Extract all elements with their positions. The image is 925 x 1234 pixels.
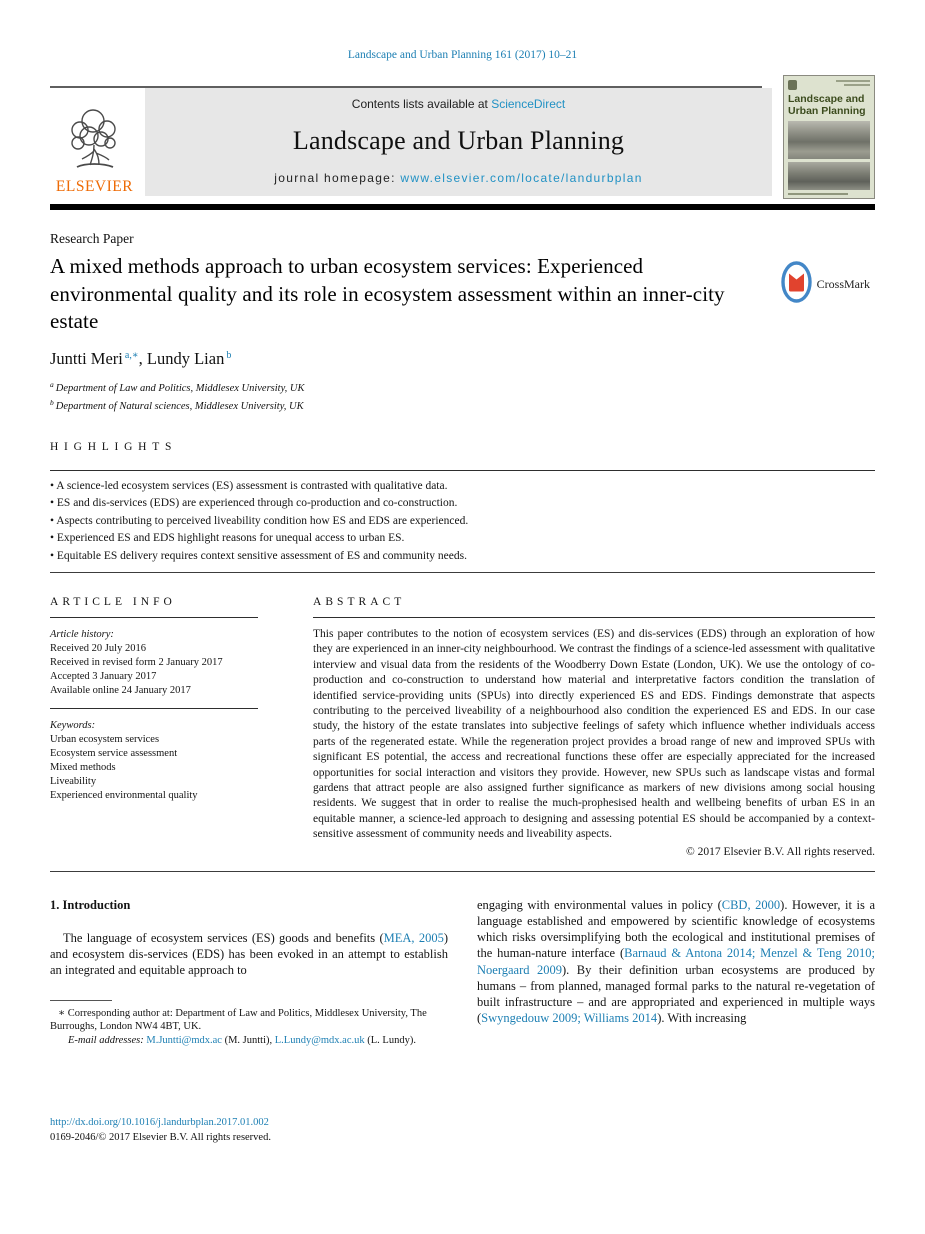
keywords-divider-rule (50, 708, 258, 709)
crossmark-label: CrossMark (816, 277, 870, 291)
keyword-item: Ecosystem service assessment (50, 748, 178, 759)
citation-link[interactable]: CBD, 2000 (721, 897, 781, 912)
paper-title: A mixed methods approach to urban ecosystem services: Experienced environmental quality and its role in ecosystem assessment within an inner-city estate (50, 254, 725, 333)
text-segment: a (50, 379, 54, 389)
contents-list-line (155, 97, 762, 111)
article-history-list (50, 642, 258, 698)
cover-caption-bar (788, 193, 848, 195)
running-head-citation: Landscape and Urban Planning 161 (2017) 10–21 (347, 49, 578, 61)
hl-item: • Experienced ES and EDS highlight reasons for unequal access to urban ES. (50, 530, 875, 548)
abstract-bottom-rule (50, 871, 875, 872)
text-segment: The language of ecosystem services (ES) goods and benefits ( (63, 930, 384, 945)
text-segment: ) and ecosystem dis-services (EDS) has been evoked in an attempt to establish an integrated and equitable approach to (50, 930, 448, 978)
abstract-heading-rule (313, 617, 875, 618)
abstract-column (313, 596, 875, 858)
affiliation-a (50, 378, 875, 396)
keywords-list (50, 733, 258, 803)
history-item: Received in revised form 2 January 2017 (50, 657, 223, 668)
citation-link[interactable]: MEA, 2005 (383, 930, 444, 945)
elsevier-logo[interactable] (50, 88, 145, 196)
info-abstract-section (50, 596, 875, 858)
intro-paragraph-left (50, 930, 448, 979)
keywords-label: Keywords: (50, 720, 96, 731)
cover-journal-title: Landscape and Urban Planning (788, 93, 866, 117)
hl-item: • ES and dis-services (EDS) are experienced through co-production and co-construction. (50, 495, 875, 513)
text-segment: Department of Natural sciences, Middlesex University, UK (55, 400, 304, 412)
author-affiliation-sup[interactable]: b (226, 349, 232, 361)
crossmark-icon (781, 261, 812, 308)
doi-link[interactable]: http://dx.doi.org/10.1016/j.landurbplan.2017.01.002 (50, 1117, 269, 1128)
article-info-heading: ARTICLE INFO (50, 596, 176, 608)
history-item: Available online 24 January 2017 (50, 685, 191, 696)
text-segment: journal homepage: (274, 171, 401, 185)
cover-elsevier-mini-icon (788, 80, 797, 90)
info-top-rule (50, 572, 875, 573)
journal-homepage-link[interactable]: www.elsevier.com/locate/landurbplan (400, 171, 643, 185)
text-segment: (L. Lundy). (364, 1035, 416, 1047)
page-footer (50, 1116, 271, 1145)
article-history-label: Article history: (50, 629, 114, 640)
history-item: Accepted 3 January 2017 (50, 671, 157, 682)
highlights-list (50, 478, 875, 566)
text-segment: b (50, 397, 54, 407)
abstract-text: This paper contributes to the notion of ecosystem services (ES) and dis-services (EDS) through an exploration of how they are experienced in an inner-city neighbourhood. We contrast the findings of a science-led assessment with qualitative interview and visual data from the residents of the Woodberry Down Estate (London, UK). We use the ontology of co-production and co-construction to understand how material and interpretative factors condition the translation of identified service-providing units (SPUs) into directly experienced ES and EDS. Findings demonstrate that aspects contributing to the perceived liveability of a neighbourhood also condition the experienced ES and EDS. In our case study, the history of the estate translates into subjective feelings of safety which influence whether individuals access parts of the regenerated estate. While the regeneration project provides a broad range of new and improved SPUs with significant ES potential, the access and recreational functions these offer are especially appreciated for the increased opportunities for social interaction and visitors they provide. However, new SPUs such as landscape vistas and formal gardens that attract people are also assigned further significance as markers of new divisions among social housing residents. We suggest that in order to realise the much-prophesised health and wellbeing benefits of urban ES in an equitable manner, a science-led approach to designing and assessing potential ES should be accompanied by a context-sensitive assessment of community needs and liveability aspects. (313, 628, 875, 841)
body-left-column (50, 897, 448, 1048)
text-segment: Lundy Lian (146, 348, 225, 368)
abstract-heading: ABSTRACT (313, 596, 406, 608)
text-segment: E-mail addresses: (68, 1035, 147, 1047)
article-info-heading-rule (50, 617, 258, 618)
footnote-block (50, 1000, 448, 1048)
journal-cover-thumbnail[interactable] (783, 75, 875, 199)
cover-top-row (788, 80, 870, 90)
text-segment: Department of Law and Politics, Middlesex University, UK (55, 382, 305, 394)
journal-header (50, 88, 875, 196)
text-segment: engaging with environmental values in policy ( (477, 897, 722, 912)
corresponding-author-note: ∗ Corresponding author at: Department of Law and Politics, Middlesex University, The Burroughs, London NW4 4BT, UK. (50, 1007, 427, 1033)
text-segment: , (138, 348, 147, 368)
cover-photo-trees (788, 121, 870, 160)
email-addresses-note (50, 1034, 448, 1048)
citation-link[interactable]: Swyngedouw 2009; Williams 2014 (481, 1011, 658, 1026)
journal-homepage-line (155, 171, 762, 185)
keyword-item: Urban ecosystem services (50, 734, 160, 745)
text-segment: Juntti Meri (50, 348, 123, 368)
journal-title: Landscape and Urban Planning (292, 126, 625, 155)
text-segment: ). By their definition urban ecosystems are produced by humans – from planned, managed formal parks to the natural re-vegetation of built infrastructure – and are appropriated and experienced in multiple ways ( (477, 962, 875, 1026)
highlights-heading: HIGHLIGHTS (50, 440, 178, 453)
hl-item: • Aspects contributing to perceived liveability condition how ES and EDS are experienced. (50, 513, 875, 531)
text-segment: Contents lists available at (351, 97, 492, 111)
section-heading-introduction: 1. Introduction (50, 897, 131, 912)
hl-item: • A science-led ecosystem services (ES) assessment is contrasted with qualitative data. (50, 478, 875, 496)
email-link[interactable]: L.Lundy@mdx.ac.uk (274, 1035, 365, 1047)
affiliation-b (50, 396, 875, 414)
history-item: Received 20 July 2016 (50, 643, 146, 654)
elsevier-tree-icon (63, 105, 127, 177)
keyword-item: Liveability (50, 776, 97, 787)
email-link[interactable]: M.Juntti@mdx.ac (146, 1035, 222, 1047)
affiliations (50, 378, 875, 414)
article-info-column (50, 596, 258, 858)
article-type-label: Research Paper (50, 231, 134, 246)
crossmark-badge[interactable] (781, 261, 870, 308)
footnote-separator-rule (50, 1000, 112, 1001)
text-segment: ). With increasing (657, 1011, 747, 1026)
highlights-rule (50, 470, 875, 471)
cover-photo-road (788, 162, 870, 190)
text-segment: ). However, it is a language established and empowered by scientific knowledge of ecosystems which risks oversimplifying both the ecological and institutional premises of the human-nature interface ( (477, 897, 876, 961)
issn-copyright-line: 0169-2046/© 2017 Elsevier B.V. All rights reserved. (50, 1132, 271, 1143)
text-segment: (M. Juntti), (221, 1035, 275, 1047)
elsevier-wordmark: ELSEVIER (55, 178, 134, 195)
abstract-copyright: © 2017 Elsevier B.V. All rights reserved. (686, 845, 875, 858)
body-right-column (477, 897, 875, 1048)
author-affiliation-sup[interactable]: a,∗ (124, 349, 139, 361)
journal-masthead (145, 88, 772, 196)
keyword-item: Experienced environmental quality (50, 790, 198, 801)
cover-issue-text (836, 80, 870, 86)
keyword-item: Mixed methods (50, 762, 116, 773)
intro-paragraph-right (477, 897, 875, 1027)
hl-item: • Equitable ES delivery requires context sensitive assessment of ES and community needs. (50, 548, 875, 566)
header-divider-bar (50, 204, 875, 210)
authors-line (50, 349, 875, 369)
article-body (50, 897, 875, 1048)
title-block (50, 253, 875, 336)
citation-link[interactable]: Barnaud & Antona 2014; Menzel & Teng 2010; Noergaard 2009 (477, 946, 875, 977)
sciencedirect-link[interactable]: ScienceDirect (491, 97, 566, 111)
